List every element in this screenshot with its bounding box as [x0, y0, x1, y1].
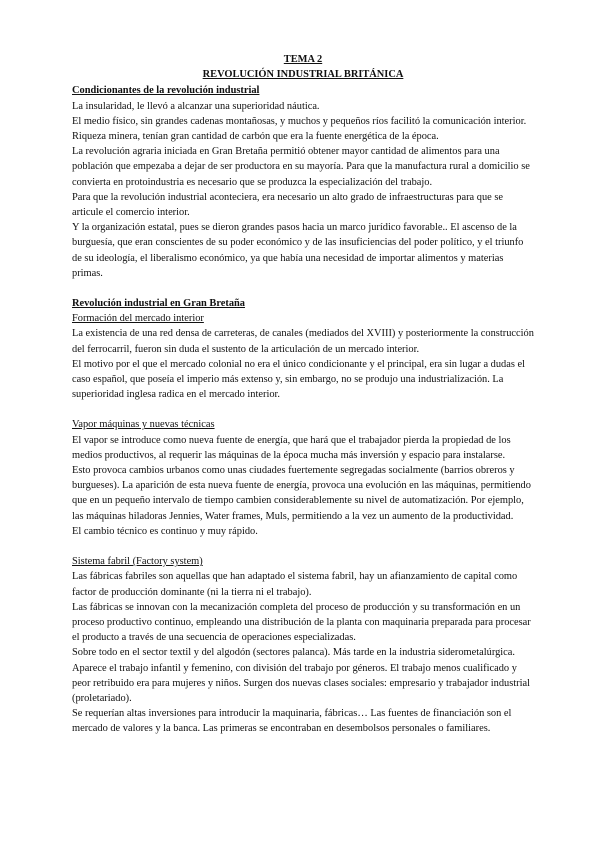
paragraph: Las fábricas fabriles son aquellas que han adaptado el sistema fabril, hay un afianzamiento de capital como factor de producción dominante (ni la tierra ni el trabajo). — [72, 571, 518, 598]
document-title-topic: TEMA 2 — [283, 54, 323, 65]
paragraph: El medio físico, sin grandes cadenas montañosas, y muchos y pequeños ríos facilitó la comunicación interior. — [72, 115, 527, 127]
paragraph: El vapor se introduce como nueva fuente de energía, que hará que el trabajador pierda la propiedad de los medios productivos, al requerir las máquinas de la época mucha más inversión y espacio para instalarse. — [72, 434, 511, 461]
spacer — [72, 402, 534, 417]
paragraph: Riqueza minera, tenían gran cantidad de carbón que era la fuente energética de la época. — [72, 131, 439, 143]
paragraph: La insularidad, le llevó a alcanzar una superioridad náutica. — [72, 100, 320, 112]
subsection-heading-vapor: Vapor máquinas y nuevas técnicas — [72, 419, 215, 431]
paragraph: La revolución agraria iniciada en Gran Bretaña permitió obtener mayor cantidad de alimentos para una población que empezaba a dejar de ser productora en su mayoría. Para que la manufactura rural a domicilio se convierta en protoindustria es necesario que se produzca la especialización del trabajo. — [72, 146, 530, 188]
paragraph: Sobre todo en el sector textil y del algodón (sectores palanca). Más tarde en la industria siderometalúrgica. — [72, 647, 515, 659]
paragraph: El cambio técnico es continuo y muy rápido. — [72, 525, 258, 537]
paragraph: La existencia de una red densa de carreteras, de canales (mediados del XVIII) y posteriormente la construcción del ferrocarril, fueron sin duda el sustento de la articulación de un mercado interior. — [72, 328, 534, 355]
subsection-heading-sistema-fabril: Sistema fabril (Factory system) — [72, 556, 203, 568]
spacer — [72, 539, 534, 554]
paragraph: Para que la revolución industrial aconteciera, era necesario un alto grado de infraestructuras para que se articule el comercio interior. — [72, 191, 504, 219]
paragraph: Y la organización estatal, pues se dieron grandes pasos hacia un marco jurídico favorable.. El ascenso de la burguesía, que eran conscientes de su poder económico y de las insuficiencias del poder político, y el triunfo de su ideología, el liberalismo económico, ya que había una necesidad de importar alimentos y materias primas. — [72, 222, 524, 279]
paragraph: Las fábricas se innovan con la mecanización completa del proceso de producción y su transformación en un proceso productivo continuo, empleando una distribución de la planta con maquinaria preparada para procesar el producto a través de una secuencia de operaciones especializadas. — [72, 601, 531, 644]
paragraph: Aparece el trabajo infantil y femenino, con división del trabajo por géneros. El trabajo menos cualificado y peor retribuido era para mujeres y niños. Surgen dos nuevas clases sociales: empresario y trabajador industrial (proletariado). — [72, 662, 531, 704]
paragraph: Esto provoca cambios urbanos como unas ciudades fuertemente segregadas socialmente (barrios obreros y burgueses). La aparición de esta nueva fuente de energía, provoca una evolución en las máquinas, permitiendo que en un pequeño intervalo de tiempo cambien considerablemente su nivel de automatización. Por ejemplo, las máquinas hiladoras Jennies, Water frames, Muls, permitiendo a la vez un aumento de la productividad. — [72, 465, 531, 522]
document-page — [72, 52, 534, 737]
paragraph: El motivo por el que el mercado colonial no era el único condicionante y el principal, era sin lugar a dudas el caso español, que poseía el imperio más extenso y, sin embargo, no se produjo una industrialización. La superioridad inglesa radica en el mercado interior. — [72, 358, 525, 401]
spacer — [72, 281, 534, 296]
paragraph: Se requerían altas inversiones para introducir la maquinaria, fábricas… Las fuentes de financiación son el mercado de valores y la banca. Las primeras se encontraban en desembolsos personales o familiares. — [72, 708, 512, 735]
subsection-heading-mercado: Formación del mercado interior — [72, 313, 204, 325]
section-heading-revolucion-gb: Revolución industrial en Gran Bretaña — [72, 298, 245, 310]
document-title: REVOLUCIÓN INDUSTRIAL BRITÁNICA — [202, 69, 404, 81]
section-heading-condicionantes: Condicionantes de la revolución industrial — [72, 85, 260, 97]
